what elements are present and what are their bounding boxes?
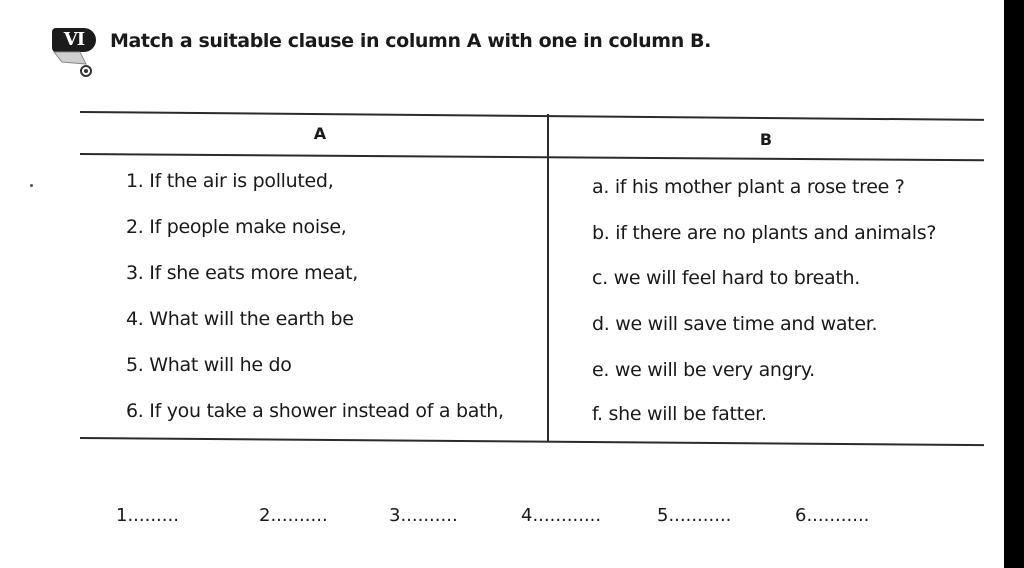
column-a-item: 3. If she eats more meat, xyxy=(126,262,358,284)
column-b-header: B xyxy=(759,130,773,149)
answer-blank[interactable]: 2.......... xyxy=(259,505,328,526)
column-a-item: 6. If you take a shower instead of a bath, xyxy=(126,400,504,422)
column-b-item: d. we will save time and water. xyxy=(592,313,878,335)
exercise-instruction: Match a suitable clause in column A with one in column B. xyxy=(110,30,711,52)
answer-blank[interactable]: 5........... xyxy=(657,505,732,526)
pin-decoration-icon xyxy=(52,46,102,80)
column-b-item: a. if his mother plant a rose tree ? xyxy=(592,176,905,198)
table-column-divider xyxy=(547,114,549,441)
column-b-item: c. we will feel hard to breath. xyxy=(592,267,860,289)
table-top-rule xyxy=(80,111,984,120)
column-a-item: 1. If the air is polluted, xyxy=(126,170,334,192)
column-a-header: A xyxy=(313,124,327,143)
answer-blank[interactable]: 4............ xyxy=(521,505,602,526)
screen-edge-bar xyxy=(1004,0,1024,568)
table-bottom-rule xyxy=(80,437,984,446)
column-a-item: 5. What will he do xyxy=(126,354,292,376)
answer-blank[interactable]: 6........... xyxy=(795,505,870,526)
exercise-number: VI xyxy=(52,28,96,52)
column-b-item: e. we will be very angry. xyxy=(592,359,815,381)
column-a-item: 2. If people make noise, xyxy=(126,216,347,238)
column-b-item: b. if there are no plants and animals? xyxy=(592,222,937,244)
answer-blank[interactable]: 3.......... xyxy=(389,505,458,526)
stray-dot xyxy=(30,184,33,187)
column-b-item: f. she will be fatter. xyxy=(592,403,767,425)
answer-blank[interactable]: 1......... xyxy=(116,505,179,526)
table-header-rule xyxy=(80,153,984,161)
column-a-item: 4. What will the earth be xyxy=(126,308,354,330)
